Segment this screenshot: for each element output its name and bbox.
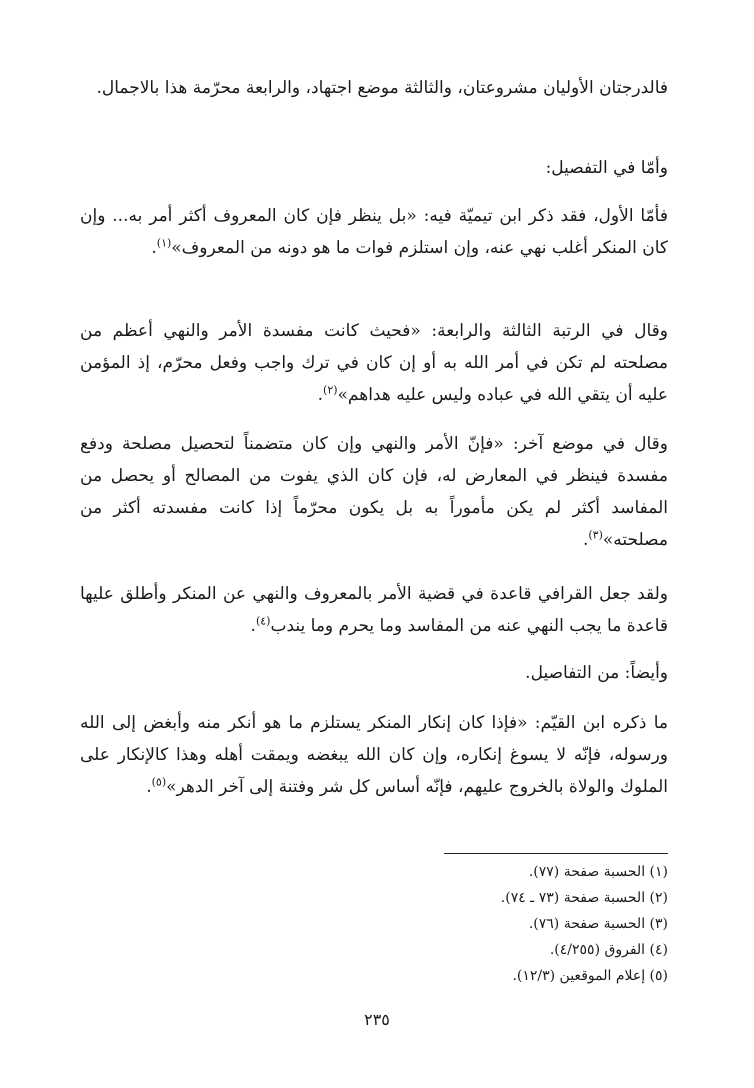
footnote-1: (١) الحسبة صفحة (٧٧).: [528, 864, 668, 880]
paragraph-6-tail: .: [250, 616, 256, 636]
paragraph-1: [80, 72, 668, 104]
paragraph-3-text: فأمّا الأول، فقد ذكر ابن تيميّة فيه: «بل ينظر فإن كان المعروف أكثر أمر به... وإن كان المنكر أغلب نهي عنه، وإن استلزم فوات ما هو دونه من المعروف»: [80, 206, 668, 258]
footnote-2: (٢) الحسبة صفحة (٧٣ ـ ٧٤).: [500, 890, 668, 906]
footnote-4: (٤) الفروق (٤/٢٥٥).: [549, 942, 668, 958]
footnote-ref-5: (٥): [151, 775, 167, 789]
paragraph-8: [80, 707, 668, 803]
footnotes-list: [80, 859, 668, 989]
paragraph-3-tail: .: [151, 238, 157, 258]
paragraph-7: [80, 657, 668, 689]
paragraph-2: [80, 152, 668, 184]
paragraph-4-text: وقال في الرتبة الثالثة والرابعة: «فحيث كانت مفسدة الأمر والنهي أعظم من مصلحته لم تكن في أمر الله به أو إن كان في ترك واجب وفعل محرّم، إذ المؤمن عليه أن يتقي الله في عباده وليس عليه هداهم»: [80, 321, 668, 405]
paragraph-6-text: ولقد جعل القرافي قاعدة في قضية الأمر بالمعروف والنهي عن المنكر وأطلق عليها قاعدة ما يجب النهي عنه من المفاسد وما يحرم وما يندب: [80, 584, 668, 636]
paragraph-2-text: وأمّا في التفصيل:: [545, 158, 668, 178]
footnote-divider: [444, 853, 668, 854]
paragraph-5-text: وقال في موضع آخر: «فإنّ الأمر والنهي وإن كان متضمناً لتحصيل مصلحة ودفع مفسدة فينظر في المعارض له، فإن كان الذي يفوت من المصالح أو يحصل من المفاسد أكثر لم يكن مأموراً به بل يكون محرّماً إذا كانت مفسدته أكثر من مصلحته»: [80, 434, 668, 550]
paragraph-4-tail: .: [317, 385, 324, 405]
paragraph-8-text: ما ذكره ابن القيّم: «فإذا كان إنكار المنكر يستلزم ما هو أنكر منه وأبغض إلى الله ورسوله، فإنّه لا يسوغ إنكاره، وإن كان الله يبغضه ويمقت أهله وهذا كالإنكار على الملوك والولاة بالخروج عليهم، فإنّه أساس كل شر وفتنة إلى آخر الدهر»: [80, 713, 668, 797]
footnote-ref-2: (٢): [323, 383, 338, 397]
paragraph-3: [80, 200, 668, 264]
paragraph-8-tail: .: [146, 777, 152, 797]
paragraph-5: [80, 428, 668, 556]
footnote-ref-3: (٣): [588, 528, 603, 542]
footnote-ref-4: (٤): [255, 614, 271, 628]
page-number: ٢٣٥: [364, 1010, 390, 1029]
footnote-3: (٣) الحسبة صفحة (٧٦).: [528, 916, 668, 932]
paragraph-6: [80, 578, 668, 642]
footnote-ref-1: (١): [156, 236, 172, 250]
paragraph-7-text: وأيضاً: من التفاصيل.: [525, 663, 668, 683]
paragraph-4: [80, 315, 668, 411]
footnote-5: (٥) إعلام الموقعين (١٢/٣).: [512, 968, 668, 984]
paragraph-5-tail: .: [582, 530, 589, 550]
paragraph-1-text: فالدرجتان الأوليان مشروعتان، والثالثة موضع اجتهاد، والرابعة محرّمة هذا بالاجمال.: [96, 78, 668, 98]
